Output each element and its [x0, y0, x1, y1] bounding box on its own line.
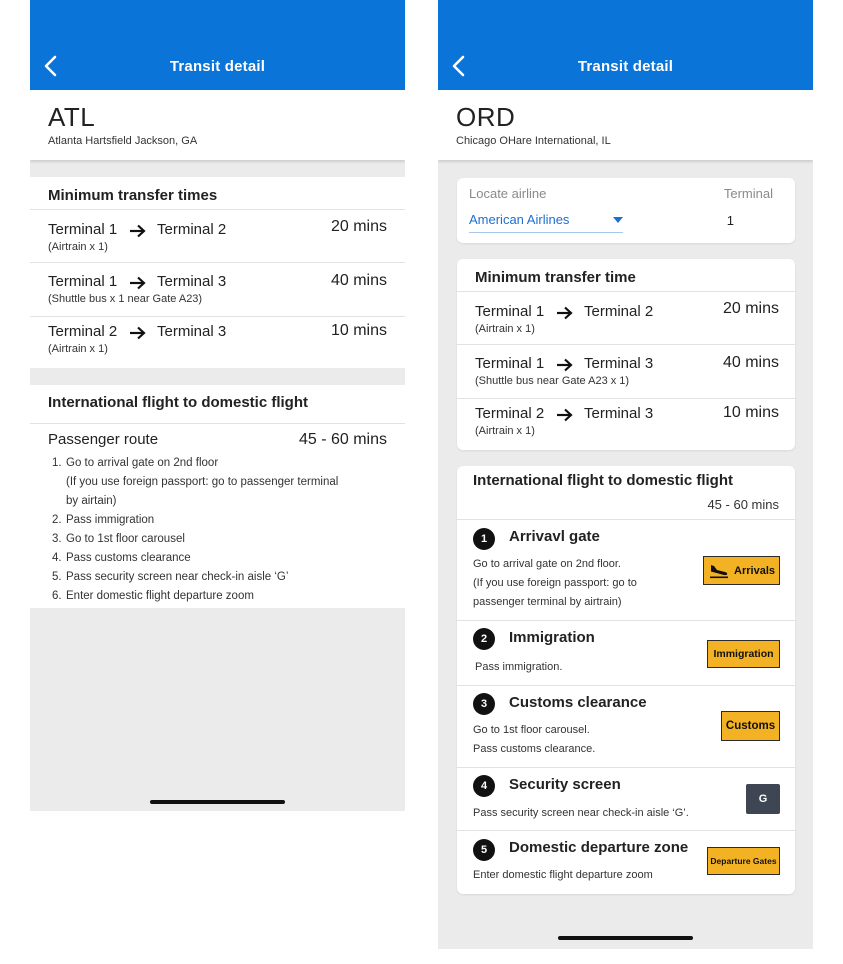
- from-terminal: Terminal 2: [475, 405, 545, 422]
- app-header: [30, 0, 405, 90]
- airport-code: ORD: [456, 102, 516, 132]
- stage-security-screen: [457, 768, 795, 831]
- step-number: 4: [473, 775, 495, 797]
- transfer-note: (Airtrain x 1): [48, 241, 108, 253]
- list-item: 2. Pass immigration: [52, 514, 155, 526]
- step-number: 2: [473, 628, 495, 650]
- to-terminal: Terminal 3: [157, 273, 227, 290]
- route-time: 45 - 60 mins: [707, 497, 779, 512]
- intl-to-domestic-section: [457, 466, 795, 894]
- stage-description: Go to 1st floor carousel. Pass customs clearance.: [473, 724, 596, 755]
- gate-g-sign: G: [746, 784, 780, 814]
- to-terminal: Terminal 3: [584, 355, 654, 372]
- intl-to-domestic-section: [30, 385, 405, 608]
- step-number: 3: [473, 693, 495, 715]
- transfer-times-section: [457, 259, 795, 450]
- list-item: 4. Pass customs clearance: [52, 552, 191, 564]
- transfer-note: (Shuttle bus x 1 near Gate A23): [48, 293, 203, 305]
- stage-immigration: [457, 621, 795, 686]
- from-terminal: Terminal 1: [48, 273, 118, 290]
- route-steps: [52, 454, 372, 606]
- list-item: 3. Go to 1st floor carousel: [52, 533, 185, 545]
- section-title: Minimum transfer times: [30, 177, 405, 210]
- section-title: International flight to domestic flight: [30, 385, 405, 424]
- transfer-times-section: [30, 177, 405, 368]
- terminal-label: Terminal: [723, 186, 773, 201]
- list-item: by airtain): [66, 495, 117, 507]
- route-time: 45 - 60 mins: [298, 431, 387, 448]
- to-terminal: Terminal 2: [157, 221, 227, 238]
- app-header: [438, 0, 813, 90]
- from-terminal: Terminal 1: [48, 221, 118, 238]
- transfer-row: [457, 345, 795, 399]
- arrow-right-icon: [129, 224, 147, 238]
- transfer-row: [30, 263, 405, 317]
- stage-description: Go to arrival gate on 2nd floor. (If you use foreign passport: go to passenger terminal by airtrain): [473, 558, 637, 608]
- page-title: Transit detail: [169, 58, 266, 75]
- stage-title: Customs clearance: [509, 694, 647, 711]
- arrivals-sign: Arrivals: [703, 556, 780, 585]
- immigration-sign: Immigration: [707, 640, 780, 668]
- departure-gates-sign: Departure Gates: [707, 847, 780, 875]
- transfer-row: [30, 210, 405, 263]
- transfer-time: 40 mins: [722, 354, 779, 371]
- arrow-right-icon: [129, 276, 147, 290]
- transfer-row: [30, 317, 405, 367]
- airport-name: Chicago OHare International, IL: [456, 135, 611, 147]
- list-item: (If you use foreign passport: go to passenger terminal: [66, 476, 339, 488]
- transfer-time: 10 mins: [722, 404, 779, 421]
- airport-header: [438, 90, 813, 160]
- atl-transit-screen: [30, 0, 405, 811]
- step-number: 5: [473, 839, 495, 861]
- transfer-row: [457, 399, 795, 449]
- arrow-right-icon: [556, 306, 574, 320]
- section-title: International flight to domestic flight: [473, 472, 733, 489]
- arrow-right-icon: [129, 326, 147, 340]
- airline-selected-value: American Airlines: [469, 212, 570, 227]
- home-indicator[interactable]: [150, 800, 285, 804]
- stage-title: Immigration: [509, 629, 595, 646]
- transfer-row: [457, 292, 795, 345]
- to-terminal: Terminal 3: [584, 405, 654, 422]
- arrow-right-icon: [556, 358, 574, 372]
- step-number: 1: [473, 528, 495, 550]
- locate-airline-card: [457, 178, 795, 243]
- plane-landing-icon: [709, 563, 729, 579]
- stage-description: Pass immigration.: [475, 661, 563, 673]
- stage-domestic-departure: [457, 831, 795, 893]
- stage-description: Enter domestic flight departure zoom: [473, 869, 653, 881]
- from-terminal: Terminal 2: [48, 323, 118, 340]
- airport-name: Atlanta Hartsfield Jackson, GA: [48, 135, 198, 147]
- section-header: [457, 466, 795, 520]
- stage-arrival-gate: [457, 520, 795, 621]
- transfer-note: (Airtrain x 1): [475, 425, 535, 437]
- list-item: 1. Go to arrival gate on 2nd floor: [52, 457, 219, 469]
- terminal-value: 1: [726, 213, 734, 228]
- airline-dropdown[interactable]: [469, 212, 623, 233]
- to-terminal: Terminal 2: [584, 303, 654, 320]
- to-terminal: Terminal 3: [157, 323, 227, 340]
- ord-transit-screen: [438, 0, 813, 949]
- caret-down-icon: [613, 217, 623, 223]
- transfer-note: (Airtrain x 1): [475, 323, 535, 335]
- page-title: Transit detail: [577, 58, 674, 75]
- stage-customs-clearance: [457, 686, 795, 768]
- stage-description: Pass security screen near check-in aisle ‘G’.: [473, 807, 689, 819]
- transfer-time: 20 mins: [330, 218, 387, 235]
- from-terminal: Terminal 1: [475, 303, 545, 320]
- stage-title: Domestic departure zone: [509, 839, 689, 856]
- stage-title: Arrivavl gate: [509, 528, 600, 545]
- airport-code: ATL: [48, 102, 96, 132]
- arrow-right-icon: [556, 408, 574, 422]
- locate-airline-label: Locate airline: [469, 186, 547, 201]
- home-indicator[interactable]: [558, 936, 693, 940]
- airport-header: [30, 90, 405, 160]
- transfer-time: 10 mins: [330, 322, 387, 339]
- section-title: Minimum transfer time: [457, 259, 795, 292]
- route-label: Passenger route: [48, 431, 159, 448]
- stage-title: Security screen: [509, 776, 621, 793]
- transfer-time: 40 mins: [330, 272, 387, 289]
- transfer-note: (Shuttle bus near Gate A23 x 1): [475, 375, 630, 387]
- from-terminal: Terminal 1: [475, 355, 545, 372]
- list-item: 5. Pass security screen near check-in aisle ‘G’: [52, 571, 289, 583]
- list-item: 6. Enter domestic flight departure zoom: [52, 590, 254, 602]
- customs-sign: Customs: [721, 711, 780, 741]
- transfer-time: 20 mins: [722, 300, 779, 317]
- transfer-note: (Airtrain x 1): [48, 343, 108, 355]
